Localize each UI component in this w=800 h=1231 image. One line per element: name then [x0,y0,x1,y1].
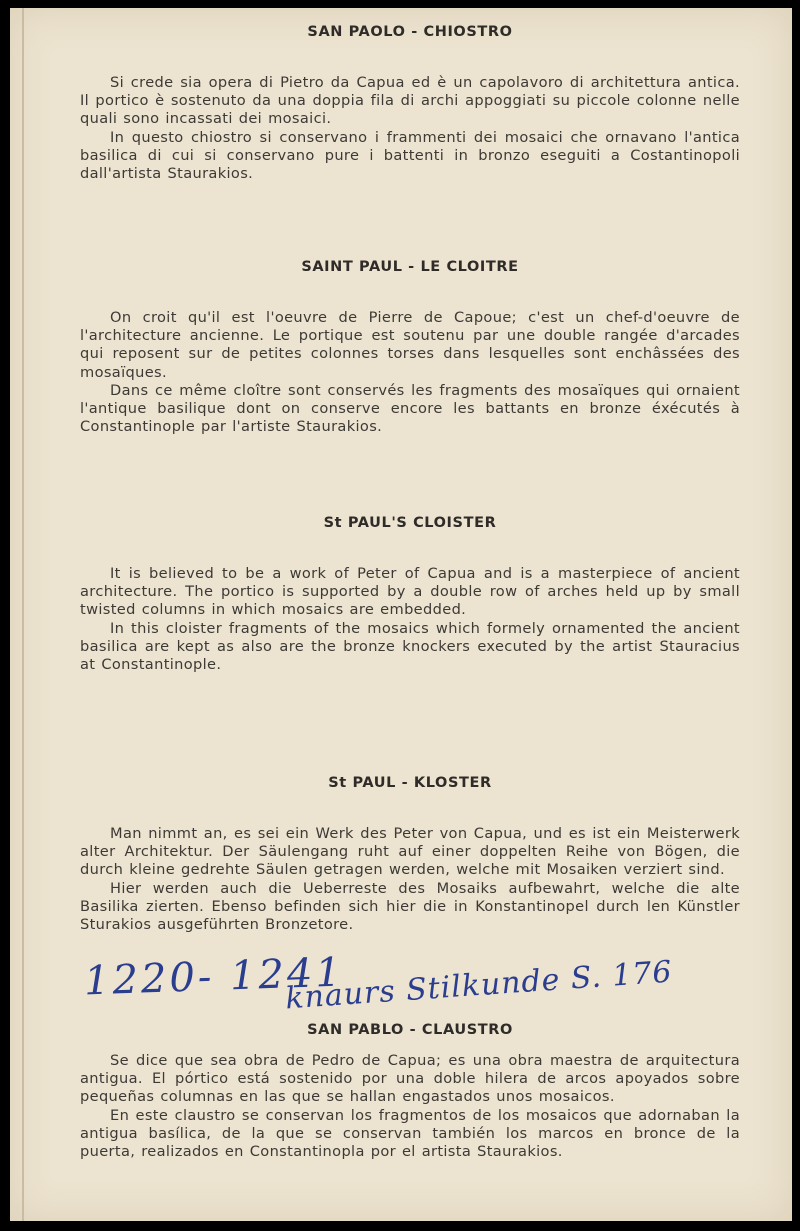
section-title: SAN PAOLO - CHIOSTRO [307,24,513,40]
section-paragraph: In questo chiostro si conservano i frammenti dei mosaici che ornavano l'antica basilica di cui si conservano pure i battenti in bronzo eseguiti a Costantinopoli dall'artista Staurakios. [80,128,740,183]
section-paragraph: Hier werden auch die Ueberreste des Mosaiks aufbewahrt, welche die alte Basilika zierten. Ebenso befinden sich hier die in Konstantinopel durch len Künstler Sturakios ausgeführten Bronzetore. [80,879,740,934]
section-paragraph: Se dice que sea obra de Pedro de Capua; es una obra maestra de arquitectura antigua. El pórtico está sostenido por una doble hilera de arcos apoyados sobre pequeñas columnas en las que se hallan engastados unos mosaicos. [80,1052,740,1106]
section-german [80,775,740,934]
section-paragraph: It is believed to be a work of Peter of Capua and is a masterpiece of ancient architecture. The portico is supported by a double row of arches held up by small twisted columns in which mosaics are embedded. [80,565,740,619]
card-fold-line [22,8,24,1221]
section-title: St PAUL - KLOSTER [328,775,492,791]
section-italian [80,24,740,183]
section-title: St PAUL'S CLOISTER [323,515,497,531]
section-paragraph: In this cloister fragments of the mosaics which formely ornamented the ancient basilica are kept as also are the bronze knockers executed by the artist Stauracius at Constantinople. [80,619,740,674]
section-paragraph: On croit qu'il est l'oeuvre de Pierre de Capoue; c'est un chef-d'oeuvre de l'architecture ancienne. Le portique est soutenu par une double rangée d'arcades qui reposent sur de petites colonnes torses dans lesquelles sont enchâssées des mosaïques. [80,309,740,381]
section-paragraph: Man nimmt an, es sei ein Werk des Peter von Capua, und es ist ein Meisterwerk alter Architektur. Der Säulengang ruht auf einer doppelten Reihe von Bögen, die durch kleine gedrehte Säulen getragen werden, welche mit Mosaiken verziert sind. [80,825,740,879]
section-paragraph: Dans ce même cloître sont conservés les fragments des mosaïques qui ornaient l'antique basilique dont on conserve encore les battants en bronze éxécutés à Constantinople par l'artiste Staurakios. [80,381,740,436]
section-french [80,259,740,436]
section-title: SAN PABLO - CLAUSTRO [307,1022,513,1038]
handwritten-numbers: 1220- 1241 [83,949,345,1005]
section-paragraph: En este claustro se conservan los fragmentos de los mosaicos que adornaban la antigua basílica, de la que se conservan también los marcos en bronce de la puerta, realizados en Constantinopla por el artista Staurakios. [80,1106,740,1161]
section-title: SAINT PAUL - LE CLOITRE [301,259,519,275]
section-paragraph: Si crede sia opera di Pietro da Capua ed è un capolavoro di architettura antica. Il portico è sostenuto da una doppia fila di archi appoggiati su piccole colonne nelle quali sono incassati dei mosaici. [80,74,740,128]
handwritten-reference: knaurs Stilkunde S. 176 [284,954,674,1017]
section-english [80,515,740,674]
section-spanish [80,1022,740,1161]
